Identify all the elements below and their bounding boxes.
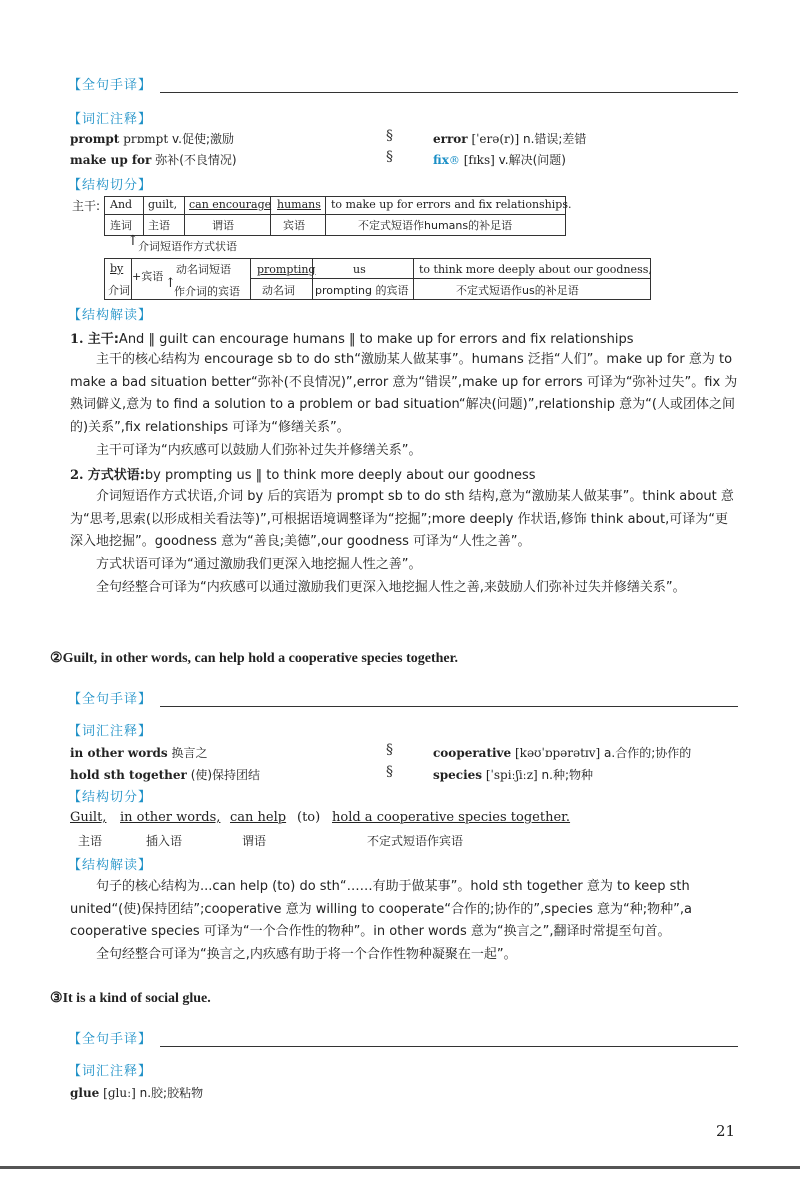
analysis-heading-label: 主干: [87, 332, 119, 347]
translate-tag: 【全句手译】 [68, 78, 153, 93]
split-role: 主语 [78, 834, 103, 848]
analysis-heading-sentence: And ‖ guilt can encourage humans ‖ to make up for errors and fix relationships [118, 332, 634, 347]
split-part: hold a cooperative species together. [332, 810, 571, 825]
box-divider [104, 214, 565, 215]
sentence-number: ③ [50, 991, 63, 1006]
box-divider [250, 258, 251, 299]
up-arrow-icon: ↑ [165, 276, 176, 291]
split-role: 动名词 [262, 284, 295, 297]
page-number: 21 [716, 1122, 736, 1140]
split-role: 谓语 [242, 834, 267, 848]
translate-answer-line[interactable] [160, 92, 738, 93]
analysis-heading-sentence: by prompting us ‖ to think more deeply about our goodness [144, 468, 536, 483]
footer-rule [0, 1166, 800, 1169]
split-part-plus: +宾语 [132, 270, 164, 283]
split-part: in other words, [120, 810, 221, 825]
vocab-word: hold sth together [70, 768, 187, 782]
vocab-tag: 【词汇注释】 [68, 112, 153, 127]
analysis-paragraph: 主干可译为“内疚感可以鼓励人们弥补过失并修缮关系”。 [96, 443, 422, 458]
split-role: 介词 [108, 284, 130, 297]
vocab-item [70, 766, 260, 783]
split-part: prompting [257, 263, 316, 276]
vocab-word: prompt [70, 132, 120, 146]
vocab-item [433, 151, 566, 168]
vocab-def: a.合作的;协作的 [604, 746, 692, 760]
main-clause-label: 主干: [72, 199, 101, 213]
vocab-pron: [kəʊˈɒpərətɪv] [514, 746, 601, 760]
split-role: 不定式短语作humans的补足语 [358, 219, 513, 232]
split-tag: 【结构切分】 [68, 790, 153, 805]
split-role: 主语 [148, 219, 170, 232]
analysis-heading-label: 方式状语: [87, 468, 145, 483]
vocab-item [70, 1084, 203, 1101]
analysis-heading-num: 1. [70, 332, 84, 347]
box-divider [413, 258, 414, 299]
vocab-pron: prɒmpt [123, 132, 169, 146]
vocab-item [433, 766, 593, 783]
translate-tag: 【全句手译】 [68, 1032, 153, 1047]
analysis-tag: 【结构解读】 [68, 308, 153, 323]
split-tag: 【结构切分】 [68, 178, 153, 193]
vocab-def: (使)保持团结 [190, 768, 261, 782]
box-divider [325, 196, 326, 235]
box-divider [143, 196, 144, 235]
vocab-def: n.错误;差错 [522, 132, 587, 146]
analysis-paragraph: 主干的核心结构为 encourage sb to do sth“激励某人做某事”。humans 泛指“人们”。make up for 意为 to make a bad situation better“弥补(不良情况)”,error 意为“错误”,make up for errors 可译为“弥补过失”。fix 为熟词僻义,意为 to find a solution to a problem or bad situation“解决(问题)”,relationship 意为“(人或团体之间的)关系”,fix relationships 可译为“修缮关系”。 [70, 352, 738, 435]
split-part: can help [230, 810, 287, 825]
vocab-tag: 【词汇注释】 [68, 1064, 153, 1079]
up-arrow-icon: ↑ [127, 233, 139, 249]
analysis-tag: 【结构解读】 [68, 858, 153, 873]
translate-answer-line[interactable] [160, 706, 738, 707]
vocab-word: error [433, 132, 468, 146]
vocab-word: make up for [70, 153, 152, 167]
vocab-word: species [433, 768, 483, 782]
familiar-word-icon: ® [448, 154, 460, 167]
vocab-tag: 【词汇注释】 [68, 724, 153, 739]
split-role: 连词 [110, 219, 132, 232]
gerund-label: 动名词短语 [176, 263, 231, 276]
vocab-def: 弥补(不良情况) [155, 153, 237, 167]
split-part: by [110, 262, 124, 275]
sentence-3 [50, 990, 211, 1007]
box-divider [184, 196, 185, 235]
vocab-def: 换言之 [171, 746, 208, 760]
split-part: can encourage [189, 198, 272, 211]
vocab-def: n.种;物种 [541, 768, 594, 782]
sentence-text: Guilt, in other words, can help hold a cooperative species together. [62, 651, 459, 666]
split-role: 作介词的宾语 [174, 285, 240, 298]
split-note: 介词短语作方式状语 [138, 240, 237, 253]
split-part: to make up for errors and fix relationships. [331, 198, 572, 211]
vocab-word: glue [70, 1086, 100, 1100]
analysis-paragraph: 介词短语作方式状语,介词 by 后的宾语为 prompt sb to do sth 结构,意为“激励某人做某事”。think about 意为“思考,思索(以形成相关看法等)”,可根据语境调整译为“挖掘”;more deeply 作状语,修饰 think about,可译为“更深入地挖掘”。goodness 意为“善良;美德”,our goodness 可译为“人性之善”。 [70, 489, 734, 549]
split-part: Guilt, [70, 810, 107, 825]
box-divider [250, 278, 650, 279]
split-part: to think more deeply about our goodness, [419, 263, 652, 276]
split-part: And [110, 198, 133, 211]
divider-squiggle-icon: § [386, 128, 393, 144]
split-role: prompting 的宾语 [315, 284, 409, 297]
split-role: 谓语 [212, 219, 234, 232]
split-part: (to) [297, 810, 321, 825]
sentence-number: ② [50, 651, 63, 666]
divider-squiggle-icon: § [386, 149, 393, 165]
analysis-heading-num: 2. [70, 468, 84, 483]
divider-squiggle-icon: § [386, 742, 393, 758]
vocab-def: n.胶;胶粘物 [139, 1086, 204, 1100]
analysis-paragraph: 方式状语可译为“通过激励我们更深入地挖掘人性之善”。 [96, 557, 422, 572]
split-part: guilt, [148, 198, 178, 211]
vocab-pron: [ˈerə(r)] [471, 132, 520, 146]
vocab-item [433, 130, 586, 147]
vocab-item [433, 744, 691, 761]
analysis-heading [70, 328, 633, 347]
split-part: humans [277, 198, 321, 211]
sentence-text: It is a kind of social glue. [62, 991, 211, 1006]
vocab-pron: [fɪks] [463, 153, 495, 167]
split-role: 不定式短语作宾语 [367, 834, 464, 848]
vocab-item [70, 151, 237, 168]
vocab-item [70, 130, 234, 147]
split-role: 宾语 [283, 219, 305, 232]
vocab-pron: [ɡluː] [103, 1086, 136, 1100]
analysis-paragraph: 句子的核心结构为...can help (to) do sth“……有助于做某事”。hold sth together 意为 to keep sth united“(使)保持团结”;cooperative 意为 willing to cooperate“合作的;协作的”,species 意为“种;物种”,a cooperative species 可译为“一个合作性的物种”。in other words 意为“换言之”,翻译时常提至句首。 [70, 879, 692, 939]
vocab-word: fix [433, 153, 449, 167]
vocab-word: in other words [70, 746, 168, 760]
analysis-paragraph: 全句经整合可译为“内疚感可以通过激励我们更深入地挖掘人性之善,来鼓励人们弥补过失并修缮关系”。 [96, 580, 686, 595]
split-role: 不定式短语作us的补足语 [456, 284, 579, 297]
split-role: 插入语 [146, 834, 183, 848]
divider-squiggle-icon: § [386, 764, 393, 780]
vocab-pron: [ˈspiːʃiːz] [485, 768, 538, 782]
split-part: us [353, 263, 366, 276]
translate-tag: 【全句手译】 [68, 692, 153, 707]
vocab-word: cooperative [433, 746, 512, 760]
vocab-def: v.解决(问题) [498, 153, 566, 167]
analysis-heading [70, 464, 536, 483]
translate-answer-line[interactable] [160, 1046, 738, 1047]
vocab-def: v.促使;激励 [172, 132, 235, 146]
sentence-2 [50, 650, 458, 667]
vocab-item [70, 744, 208, 761]
analysis-paragraph: 全句经整合可译为“换言之,内疚感有助于将一个合作性物种凝聚在一起”。 [96, 947, 517, 962]
